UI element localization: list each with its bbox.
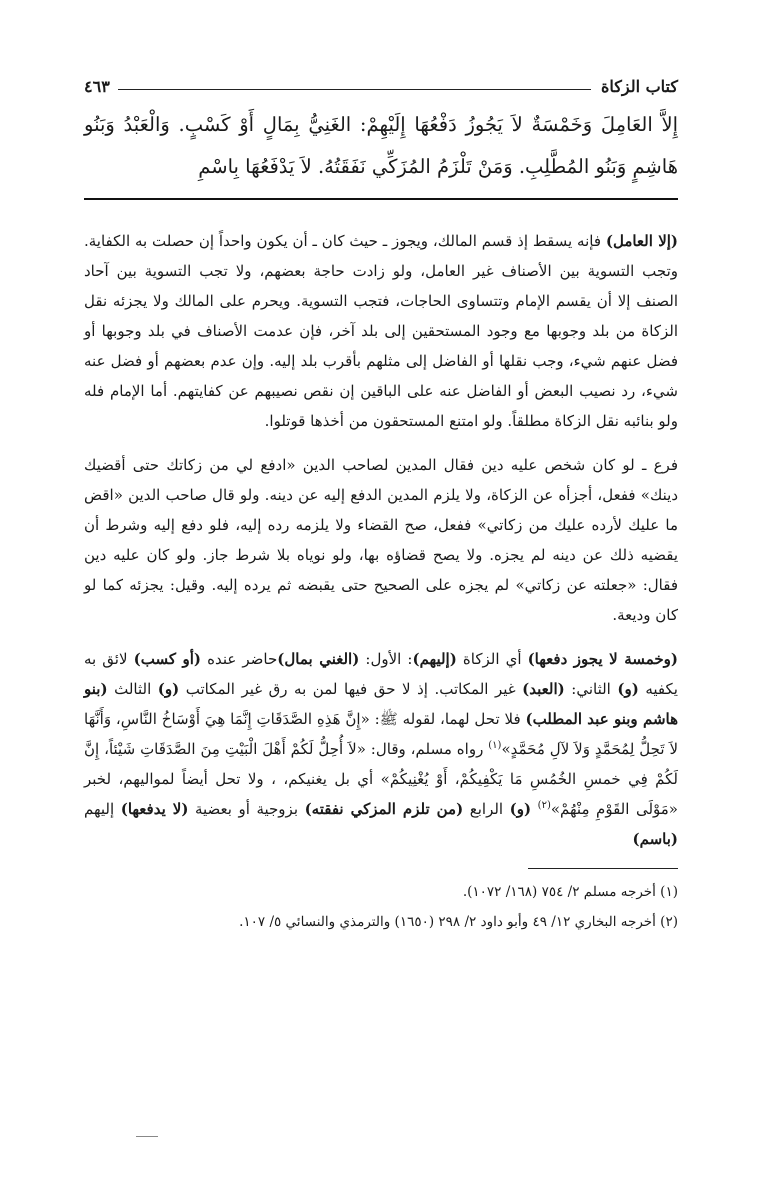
matn-quote: (و) [509,800,532,818]
commentary-text: فلا تحل لهما، لقوله ﷺ: «إِنَّ هَذِهِ الصَّدَقَاتِ إِنَّمَا هِيَ أَوْسَاخُ النَّاسِ، وَأَنَّهَا لاَ تَحِلُّ لِمُحَمَّدٍ وَلاَ لآلِ مُحَمَّدٍ» [84,710,678,758]
matn-separator [84,198,678,200]
matn-quote: (وخمسة لا يجوز دفعها) [527,650,678,668]
commentary-text: حاضر عنده [201,650,278,668]
commentary-text: فإنه يسقط إذ قسم المالك، ويجوز ـ حيث كان ـ أن يكون واحداً إن حصلت به الكفاية. وتجب التسوية بين الأصناف غير العامل، ولو زادت حاجة بعضهم، ولا تجب التسوية بين آحاد الصنف إلا أن يقسم الإمام وتتساوى الحاجات، فتجب التسوية. ويحرم على المالك ولا يجزئه نقل الزكاة من بلد وجوبها مع وجود المستحقين إلى بلد آخر، فإن عدمت الأصناف في بلد وجوبها أو فضل عنهم شيء، وجب نقلها أو الفاضل إلى مثلهم بأقرب بلد إليه. وإن عدم بعضهم أو فضل عنه شيء، رد نصيب البعض أو الفاضل عنه على الباقين إن نقص نصيبهم عن كفايتهم. أما الإمام فله ولو بنائبه نقل الزكاة مطلقاً. ولو امتنع المستحقون من أخذها قوتلوا. [84,232,678,430]
matn-quote: (الغني بمال) [277,650,360,668]
running-header [84,66,678,96]
commentary-text: إليهم [84,800,121,818]
commentary-paragraph [84,226,678,436]
commentary-text: أي الزكاة [456,650,528,668]
matn-quote: (العبد) [522,680,565,698]
footnote-marker: (١) [488,740,502,751]
header-rule [118,89,591,90]
footnote: (٢) أخرجه البخاري ١٢/ ٤٩ وأبو داود ٢/ ٢٩٨ (١٦٥٠) والترمذي والنسائي ٥/ ١٠٧. [239,914,678,930]
footnote-marker: (٢) [537,800,551,811]
printer-mark [136,1136,158,1137]
commentary-text: بزوجية أو بعضية [188,800,305,818]
matn-quote: (و) [617,680,639,698]
commentary-text: : الأول: [359,650,413,668]
commentary-paragraph [84,644,678,854]
matn-quote: (باسم) [632,830,678,848]
matn-quote: (إليهم) [412,650,457,668]
matn-quote: (من تلزم المزكي نفقته) [304,800,464,818]
commentary-text: الثالث [107,680,158,698]
footnote: (١) أخرجه مسلم ٢/ ٧٥٤ (١٦٨/ ١٠٧٢). [462,884,678,900]
footnotes [84,877,678,937]
matn-quote: (أو كسب) [133,650,202,668]
commentary-text: الرابع [463,800,510,818]
matn-quote: (و) [157,680,180,698]
commentary-text: غير المكاتب. إذ لا حق فيها لمن به رق غير المكاتب [179,680,523,698]
commentary-text: الثاني: [564,680,618,698]
commentary-text: لائق به يكفيه [84,650,678,698]
commentary-text: رواه مسلم، وقال: «لاَ أُحِلُّ لَكُمْ أَهْلَ الْبَيْتِ مِنَ الصَّدَقَاتِ شَيْئاً، إِنَّ لَكُمْ فِي خمسِ الخُمُسِ مَا يَكْفِيكُمْ، أَوْ يُغْنِيكُمْ» أي بل يغنيكم، ، ولا تحل أيضاً لمواليهم، لخبر «مَوْلَى القَوْمِ مِنْهُمْ» [84,740,678,818]
commentary-paragraph [84,450,678,630]
matn-quote: (بنو هاشم وبنو عبد المطلب) [84,680,678,728]
matn-text: إِلاَّ العَامِلَ وَخَمْسَةٌ لاَ يَجُوزُ دَفْعُهَا إِلَيْهِمْ: الغَنِيُّ بِمَالٍ أَوْ كَسْبٍ. وَالْعَبْدُ وَبَنُو هَاشِمٍ وَبَنُو المُطَّلِبِ. وَمَنْ تَلْزَمُ المُزَكِّي نَفَقَتُهُ. لاَ يَدْفَعُهَا بِاسْمِ [84,113,678,178]
matn-quote: (لا يدفعها) [120,800,189,818]
matn-quote: (إلا العامل) [605,232,679,250]
chapter-title: كتاب الزكاة [601,77,678,96]
footnote-separator [528,868,678,869]
page-number: ٤٦٣ [84,77,110,96]
book-page [84,66,678,937]
commentary [84,226,678,854]
commentary-text: فرع ـ لو كان شخص عليه دين فقال المدين لصاحب الدين «ادفع لي من زكاتك حتى أقضيك دينك» ففعل، أجزأه عن الزكاة، ولا يلزم المدين الدفع إليه عن دينه. ولو قال صاحب الدين «اقض ما عليك لأرده عليك من زكاتي» ففعل، صح القضاء ولا يلزمه رده إليه، فلو دفع إليه وشرط أن يقضيه ذلك عن دينه لم يجزه. ولا يصح قضاؤه بها، ولو نوياه بلا شرط جاز. ولو كان عليه دين فقال: «جعلته عن زكاتي» لم يجزه على الصحيح حتى يقبضه ثم يرده إليه. وقيل: يجزئه كما لو كان وديعة. [84,456,678,624]
